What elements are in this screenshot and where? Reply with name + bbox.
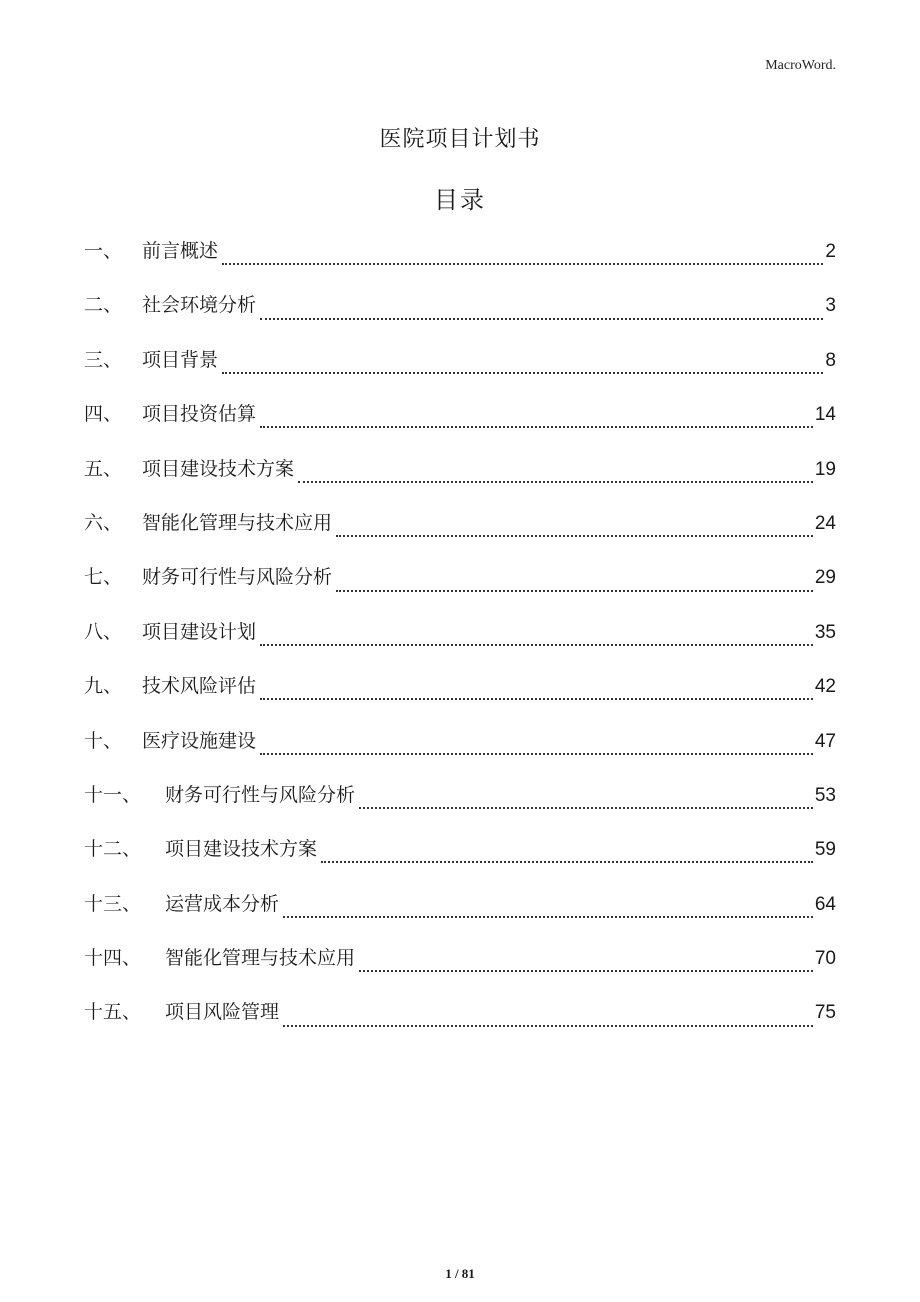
toc-entry-page[interactable]: 64 <box>814 893 836 915</box>
toc-entry[interactable] <box>84 613 836 667</box>
toc-entry-title[interactable]: 项目背景 <box>142 348 219 371</box>
toc-dot-leader <box>260 316 823 320</box>
toc-dot-leader <box>222 261 823 265</box>
toc-entry-title[interactable]: 项目建设计划 <box>142 620 257 643</box>
toc-entry-number: 十一、 <box>84 783 142 806</box>
toc-entry-page[interactable]: 59 <box>814 839 836 861</box>
toc-entry-title[interactable]: 前言概述 <box>142 240 219 262</box>
toc-entry[interactable] <box>84 667 836 721</box>
toc-dot-leader <box>260 642 813 646</box>
toc-entry-title[interactable]: 技术风险评估 <box>142 675 257 698</box>
toc-entry-page[interactable]: 24 <box>814 512 836 534</box>
toc-entry[interactable] <box>84 504 836 558</box>
toc-entry[interactable] <box>84 395 836 449</box>
toc-entry-number: 十五、 <box>84 1001 142 1024</box>
toc-dot-leader <box>359 968 813 972</box>
toc-entry-page[interactable]: 29 <box>814 567 836 589</box>
toc-entry-title[interactable]: 项目风险管理 <box>165 1001 280 1024</box>
toc-entry-number: 六、 <box>84 511 123 534</box>
toc-entry-number: 五、 <box>84 457 123 480</box>
toc-entry[interactable] <box>84 722 836 776</box>
toc-dot-leader <box>321 859 813 863</box>
toc-entry[interactable] <box>84 558 836 612</box>
toc-dot-leader <box>336 588 813 592</box>
toc-entry-page[interactable]: 14 <box>814 404 836 426</box>
toc-entry-number: 九、 <box>84 675 123 698</box>
toc-entry[interactable] <box>84 993 836 1047</box>
toc-entry-number: 四、 <box>84 403 123 426</box>
toc-dot-leader <box>260 424 813 428</box>
toc-entry[interactable] <box>84 830 836 884</box>
toc-entry[interactable] <box>84 232 836 286</box>
toc-dot-leader <box>298 479 813 483</box>
toc-dot-leader <box>283 1023 813 1027</box>
document-title: 医院项目计划书 <box>379 127 541 152</box>
toc-dot-leader <box>283 914 813 918</box>
toc-entry-title[interactable]: 运营成本分析 <box>165 892 280 915</box>
toc-entry-title[interactable]: 项目建设技术方案 <box>165 838 318 861</box>
toc-entry-number: 三、 <box>84 348 123 371</box>
toc-entry[interactable] <box>84 939 836 993</box>
toc-entry-number: 二、 <box>84 294 123 317</box>
toc-entry-title[interactable]: 项目建设技术方案 <box>142 457 295 480</box>
toc-entry-title[interactable]: 财务可行性与风险分析 <box>165 783 356 806</box>
toc-entry-page[interactable]: 53 <box>814 784 836 806</box>
toc-entry[interactable] <box>84 776 836 830</box>
toc-entry-page[interactable]: 47 <box>814 730 836 752</box>
page-indicator: 1 / 81 <box>445 1266 475 1281</box>
toc-entry-page[interactable]: 2 <box>825 241 836 262</box>
toc-dot-leader <box>336 533 813 537</box>
toc-entry-page[interactable]: 19 <box>814 458 836 480</box>
toc-entry-page[interactable]: 8 <box>825 349 836 371</box>
toc-entry-title[interactable]: 医疗设施建设 <box>142 729 257 752</box>
toc-dot-leader <box>359 805 813 809</box>
toc-entry-number: 八、 <box>84 620 123 643</box>
toc-entry-title[interactable]: 社会环境分析 <box>142 294 257 317</box>
toc-entry[interactable] <box>84 341 836 395</box>
toc-entry-number: 七、 <box>84 566 123 589</box>
toc-entry-page[interactable]: 35 <box>814 621 836 643</box>
toc-entry-title[interactable]: 项目投资估算 <box>142 403 257 426</box>
toc-dot-leader <box>222 370 823 374</box>
toc-entry[interactable] <box>84 450 836 504</box>
toc-entry-number: 一、 <box>84 240 123 262</box>
toc-entry-page[interactable]: 42 <box>814 676 836 698</box>
toc-entry[interactable] <box>84 286 836 340</box>
toc-entry-page[interactable]: 70 <box>814 948 836 970</box>
toc-dot-leader <box>260 751 813 755</box>
header-brand: MacroWord. <box>765 58 836 73</box>
toc-entry-number: 十三、 <box>84 892 142 915</box>
toc-entry-number: 十、 <box>84 729 123 752</box>
toc-entry[interactable] <box>84 885 836 939</box>
toc-dot-leader <box>260 696 813 700</box>
toc-entry-number: 十二、 <box>84 838 142 861</box>
toc-entry-number: 十四、 <box>84 947 142 970</box>
toc-entry-page[interactable]: 3 <box>825 295 836 317</box>
toc-entry-title[interactable]: 财务可行性与风险分析 <box>142 566 333 589</box>
toc-entry-title[interactable]: 智能化管理与技术应用 <box>142 511 333 534</box>
toc-entry-page[interactable]: 75 <box>814 1002 836 1024</box>
toc-heading: 目录 <box>434 186 486 214</box>
toc-entry-title[interactable]: 智能化管理与技术应用 <box>165 947 356 970</box>
table-of-contents <box>84 232 836 1048</box>
